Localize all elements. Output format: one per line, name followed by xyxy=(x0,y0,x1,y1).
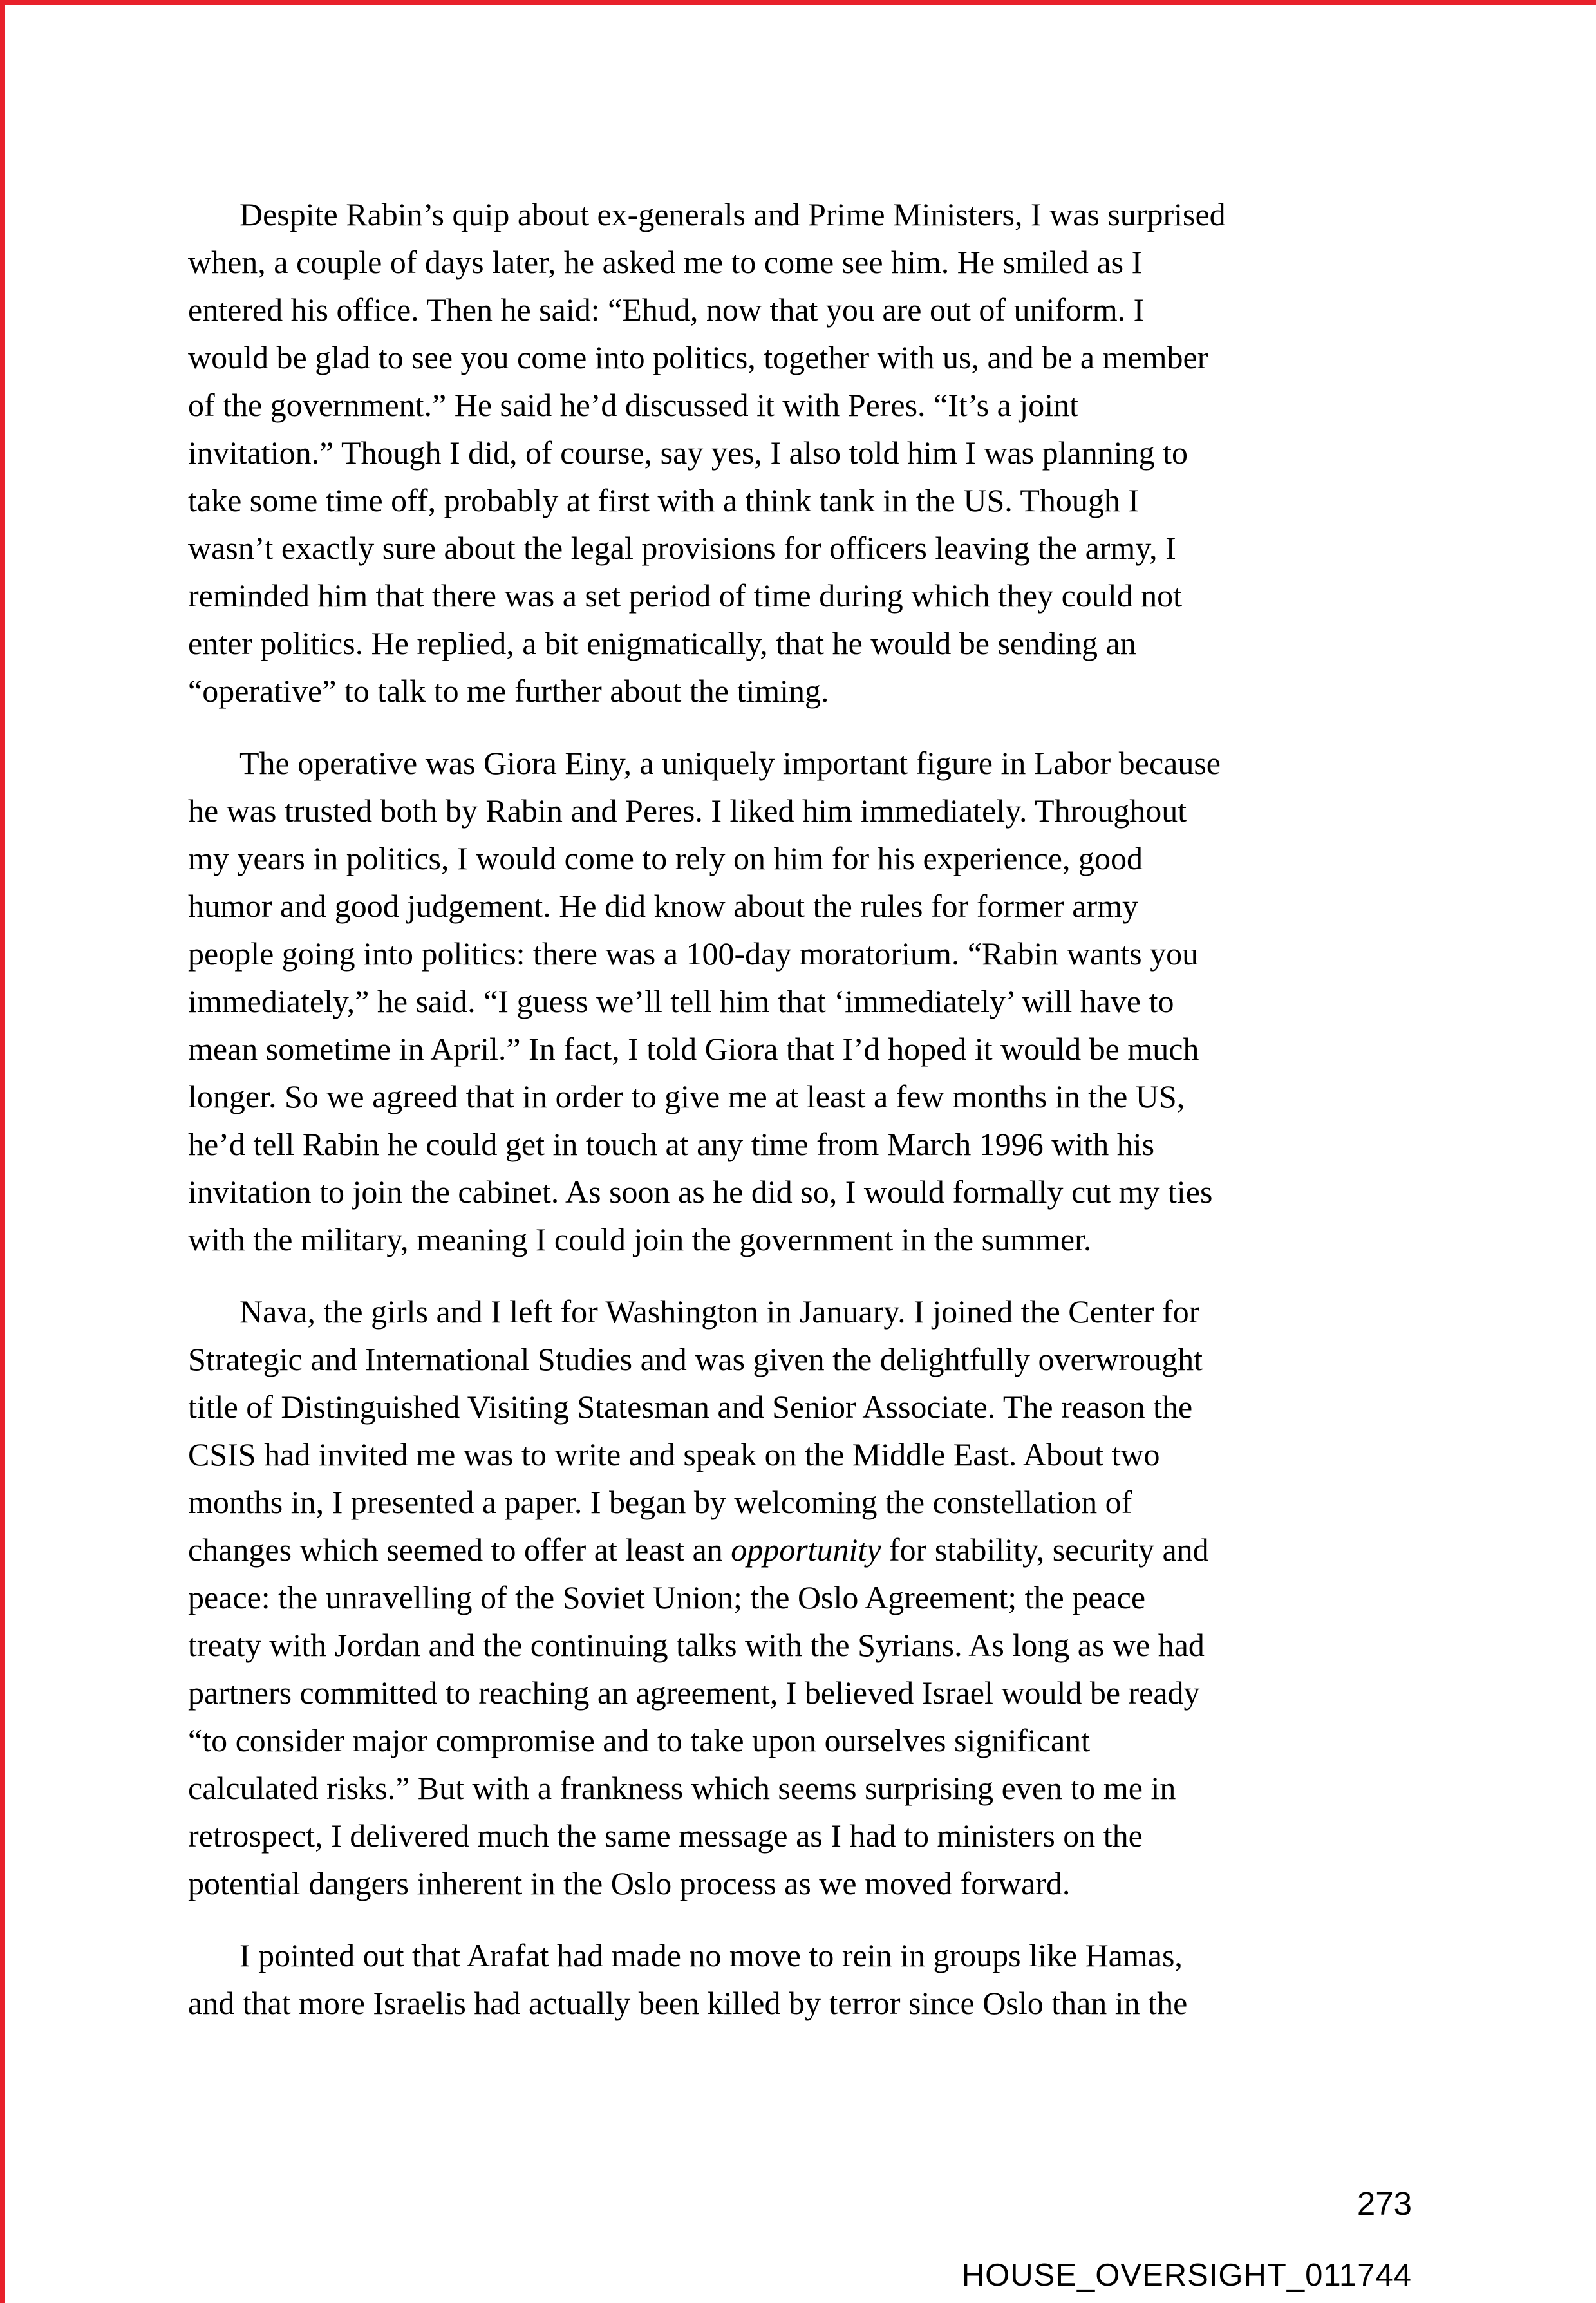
text-line: invitation to join the cabinet. As soon as he did so, I would formally cut my ties xyxy=(188,1174,1213,1210)
text-line: months in, I presented a paper. I began by welcoming the constellation of xyxy=(188,1484,1132,1520)
text-line: of the government.” He said he’d discussed it with Peres. “It’s a joint xyxy=(188,387,1079,423)
paragraph-1 xyxy=(188,191,1424,715)
text-line: longer. So we agreed that in order to give me at least a few months in the US, xyxy=(188,1078,1185,1114)
text-segment: for stability, security and xyxy=(881,1532,1209,1568)
text-line: take some time off, probably at first with a think tank in the US. Though I xyxy=(188,482,1140,518)
scan-edge-line-top xyxy=(0,0,1596,5)
text-line: mean sometime in April.” In fact, I told Giora that I’d hoped it would be much xyxy=(188,1031,1199,1067)
text-line: CSIS had invited me was to write and speak on the Middle East. About two xyxy=(188,1436,1160,1472)
text-line: “to consider major compromise and to take upon ourselves significant xyxy=(188,1722,1091,1758)
text-line: would be glad to see you come into politics, together with us, and be a member xyxy=(188,339,1208,375)
text-line: partners committed to reaching an agreement, I believed Israel would be ready xyxy=(188,1675,1200,1711)
text-line: immediately,” he said. “I guess we’ll tell him that ‘immediately’ will have to xyxy=(188,983,1174,1019)
text-line: “operative” to talk to me further about the timing. xyxy=(188,673,829,709)
text-line: I pointed out that Arafat had made no move to rein in groups like Hamas, xyxy=(239,1937,1183,1973)
scan-edge-line-left xyxy=(0,0,5,2303)
text-line: Despite Rabin’s quip about ex-generals and Prime Ministers, I was surprised xyxy=(239,196,1226,232)
paragraph-3 xyxy=(188,1288,1424,1907)
text-line: calculated risks.” But with a frankness which seems surprising even to me in xyxy=(188,1770,1176,1806)
text-line: when, a couple of days later, he asked me to come see him. He smiled as I xyxy=(188,244,1143,280)
text-line: Strategic and International Studies and was given the delightfully overwrought xyxy=(188,1341,1203,1377)
text-line: my years in politics, I would come to rely on him for his experience, good xyxy=(188,840,1143,876)
text-line: with the military, meaning I could join the government in the summer. xyxy=(188,1221,1092,1257)
text-line: The operative was Giora Einy, a uniquely important figure in Labor because xyxy=(239,745,1221,781)
text-line: retrospect, I delivered much the same message as I had to ministers on the xyxy=(188,1818,1143,1854)
page-body-text xyxy=(188,191,1424,2027)
italic-word: opportunity xyxy=(731,1532,881,1568)
text-line: reminded him that there was a set period of time during which they could not xyxy=(188,578,1183,614)
paragraph-4 xyxy=(188,1932,1424,2027)
text-line: enter politics. He replied, a bit enigmatically, that he would be sending an xyxy=(188,625,1136,661)
text-line: humor and good judgement. He did know about the rules for former army xyxy=(188,888,1139,924)
text-line: peace: the unravelling of the Soviet Union; the Oslo Agreement; the peace xyxy=(188,1579,1146,1615)
text-line: wasn’t exactly sure about the legal provisions for officers leaving the army, I xyxy=(188,530,1176,566)
text-line: Nava, the girls and I left for Washington in January. I joined the Center for xyxy=(239,1293,1200,1330)
text-line: people going into politics: there was a 100-day moratorium. “Rabin wants you xyxy=(188,935,1199,972)
text-line: potential dangers inherent in the Oslo process as we moved forward. xyxy=(188,1865,1071,1901)
text-line: treaty with Jordan and the continuing talks with the Syrians. As long as we had xyxy=(188,1627,1205,1663)
text-line xyxy=(188,1526,1424,1574)
text-line: invitation.” Though I did, of course, say yes, I also told him I was planning to xyxy=(188,435,1188,471)
text-line: he was trusted both by Rabin and Peres. I liked him immediately. Throughout xyxy=(188,793,1187,829)
text-line: title of Distinguished Visiting Statesman and Senior Associate. The reason the xyxy=(188,1389,1193,1425)
paragraph-2 xyxy=(188,739,1424,1263)
text-segment: changes which seemed to offer at least an xyxy=(188,1532,731,1568)
text-line: and that more Israelis had actually been killed by terror since Oslo than in the xyxy=(188,1985,1188,2021)
bates-stamp: HOUSE_OVERSIGHT_011744 xyxy=(961,2258,1412,2293)
text-line: he’d tell Rabin he could get in touch at any time from March 1996 with his xyxy=(188,1126,1155,1162)
text-line: entered his office. Then he said: “Ehud, now that you are out of uniform. I xyxy=(188,292,1145,328)
page-number: 273 xyxy=(1357,2185,1412,2222)
